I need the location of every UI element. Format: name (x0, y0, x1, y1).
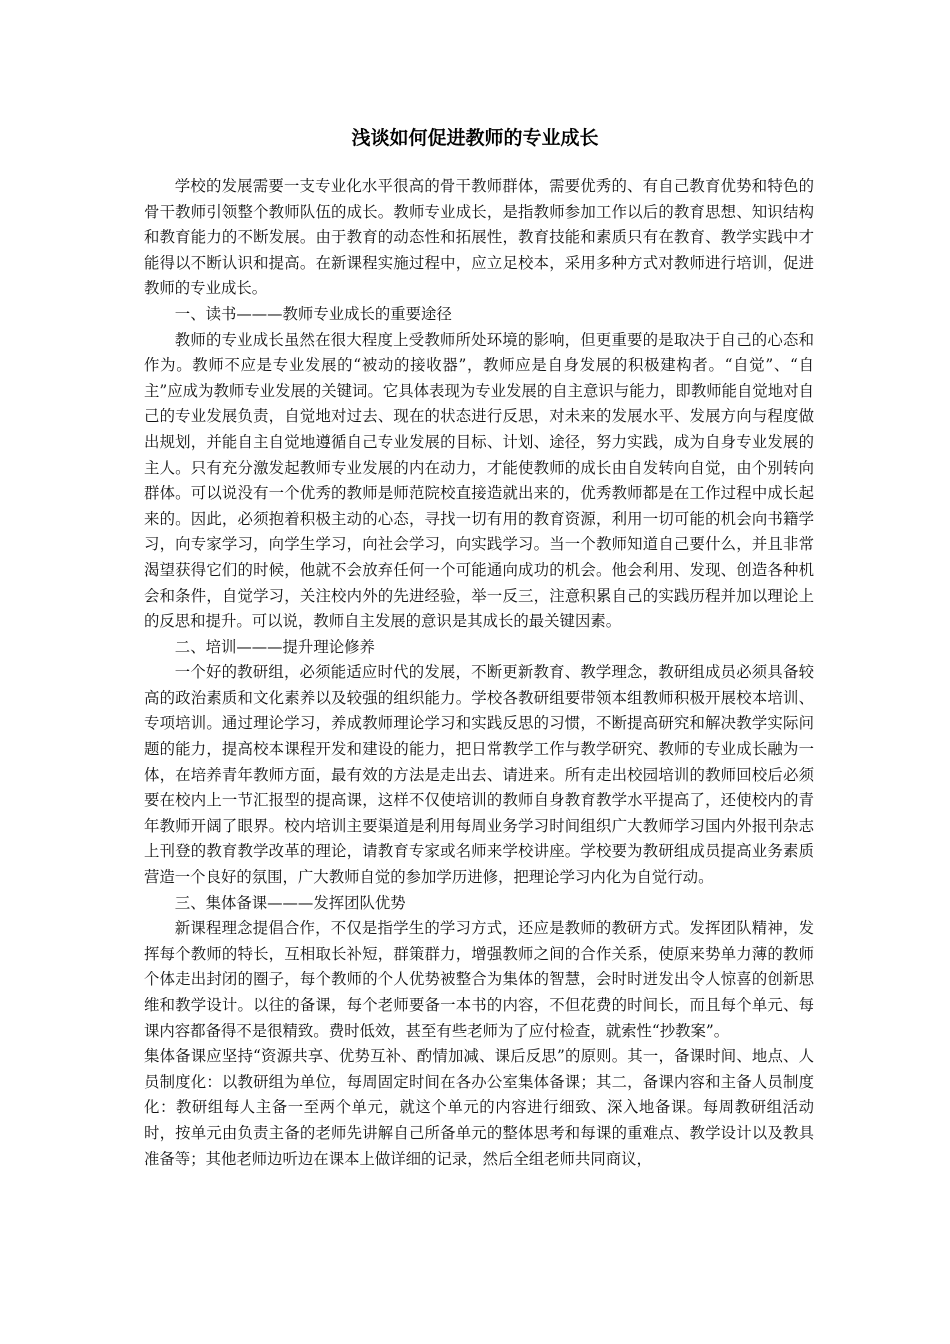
section-1-paragraph: 教师的专业成长虽然在很大程度上受教师所处环境的影响，但更重要的是取决于自己的心态和作为。教师不应是专业发展的“被动的接收器”，教师应是自身发展的积极建构者。“自觉”、“自主”应成为教师专业发展的关键词。它具体表现为专业发展的自主意识与能力，即教师能自觉地对自己的专业发展负责，自觉地对过去、现在的状态进行反思，对未来的发展水平、发展方向与程度做出规划，并能自主自觉地遵循自己专业发展的目标、计划、途径，努力实践，成为自身专业发展的主人。只有充分激发起教师专业发展的内在动力，才能使教师的成长由自发转向自觉，由个别转向群体。可以说没有一个优秀的教师是师范院校直接造就出来的，优秀教师都是在工作过程中成长起来的。因此，必须抱着积极主动的心态，寻找一切有用的教育资源，利用一切可能的机会向书籍学习，向专家学习，向学生学习，向社会学习，向实践学习。当一个教师知道自己要什么，并且非常渴望获得它们的时候，他就不会放弃任何一个可能通向成功的机会。他会利用、发现、创造各种机会和条件，自觉学习，关注校内外的先进经验，举一反三，注意积累自己的实践历程并加以理论上的反思和提升。可以说，教师自主发展的意识是其成长的最关键因素。 (144, 330, 814, 631)
section-3-paragraph: 新课程理念提倡合作，不仅是指学生的学习方式，还应是教师的教研方式。发挥团队精神，发挥每个教师的特长，互相取长补短，群策群力，增强教师之间的合作关系，使原来势单力薄的教师个体走出封闭的圈子，每个教师的个人优势被整合为集体的智慧，会时时迸发出令人惊喜的创新思维和教学设计。以往的备课，每个老师要备一本书的内容，不但花费的时间长，而且每个单元、每课内容都备得不是很精致。费时低效，甚至有些老师为了应付检查，就索性“抄教案”。 (144, 919, 814, 1040)
section-3-paragraph-2: 集体备课应坚持“资源共享、优势互补、酌情加减、课后反思”的原则。其一，备课时间、地点、人员制度化：以教研组为单位，每周固定时间在各办公室集体备课；其二，备课内容和主备人员制度化：教研组每人主备一至两个单元，就这个单元的内容进行细致、深入地备课。每周教研组活动时，按单元由负责主备的老师先讲解自己所备单元的整体思考和每课的重难点、教学设计以及教具准备等；其他老师边听边在课本上做详细的记录，然后全组老师共同商议， (144, 1047, 814, 1168)
section-2-heading: 二、培训———提升理论修养 (174, 637, 375, 656)
section-2-paragraph: 一个好的教研组，必须能适应时代的发展，不断更新教育、教学理念，教研组成员必须具备较高的政治素质和文化素养以及较强的组织能力。学校各教研组要带领本组教师积极开展校本培训、专项培训。通过理论学习，养成教师理论学习和实践反思的习惯，不断提高研究和解决教学实际问题的能力，提高校本课程开发和建设的能力，把日常教学工作与教学研究、教师的专业成长融为一体，在培养青年教师方面，最有效的方法是走出去、请进来。所有走出校园培训的教师回校后必须要在校内上一节汇报型的提高课，这样不仅使培训的教师自身教育教学水平提高了，还使校内的青年教师开阔了眼界。校内培训主要渠道是利用每周业务学习时间组织广大教师学习国内外报刊杂志上刊登的教育教学改革的理论，请教育专家或名师来学校讲座。学校要为教研组成员提高业务素质营造一个良好的氛围，广大教师自觉的参加学历进修，把理论学习内化为自觉行动。 (144, 663, 814, 887)
section-1-heading: 一、读书———教师专业成长的重要途径 (174, 304, 452, 323)
intro-paragraph: 学校的发展需要一支专业化水平很高的骨干教师群体，需要优秀的、有自己教育优势和特色的骨干教师引领整个教师队伍的成长。教师专业成长，是指教师参加工作以后的教育思想、知识结构和教育能力的不断发展。由于教育的动态性和拓展性，教育技能和素质只有在教育、教学实践中才能得以不断认识和提高。在新课程实施过程中，应立足校本，采用多种方式对教师进行培训，促进教师的专业成长。 (144, 177, 814, 298)
document-title: 浅谈如何促进教师的专业成长 (351, 127, 599, 149)
section-3-heading: 三、集体备课———发挥团队优势 (174, 893, 406, 912)
document-body (144, 174, 814, 1172)
